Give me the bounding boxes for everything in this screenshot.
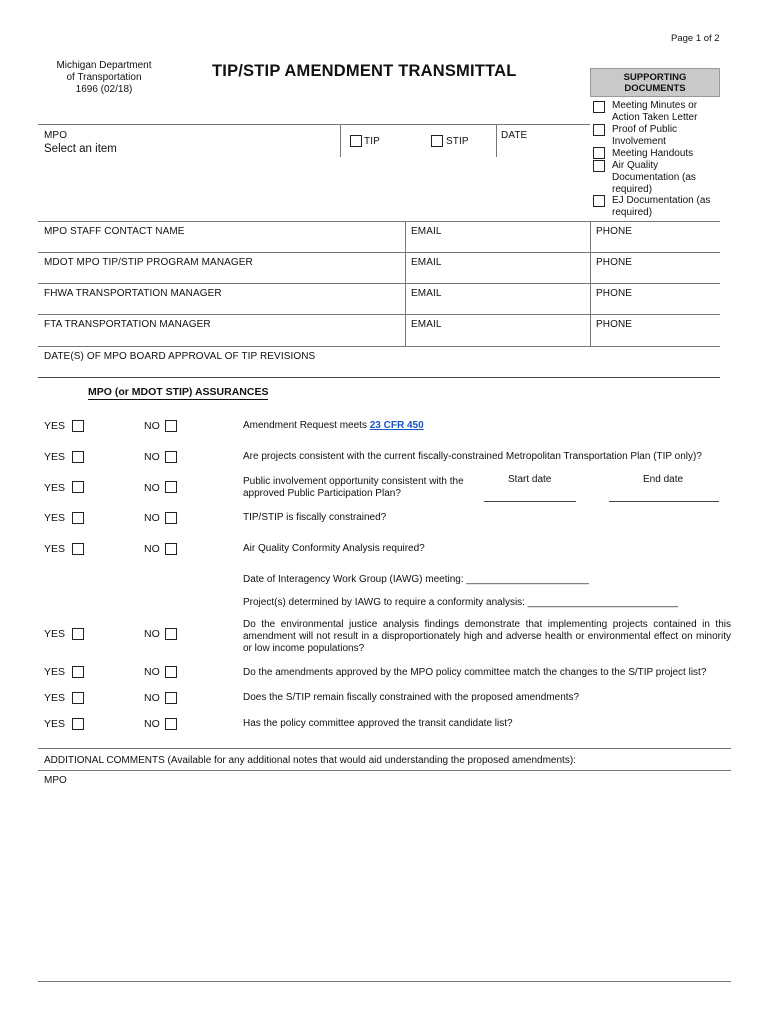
checkbox-yes-q4[interactable] [72, 512, 84, 524]
start-date-field[interactable] [484, 501, 576, 502]
divider-contact-row3 [38, 314, 720, 315]
question-stip-fiscal: Does the S/TIP remain fiscally constrained with the proposed amendments? [243, 692, 580, 703]
no-label-q2: NO [144, 451, 160, 463]
checkbox-no-q2[interactable] [165, 451, 177, 463]
checkbox-no-q5[interactable] [165, 543, 177, 555]
supporting-documents-panel [590, 68, 720, 97]
end-date-label: End date [643, 474, 684, 485]
checkbox-yes-q2[interactable] [72, 451, 84, 463]
checkbox-no-q6[interactable] [165, 628, 177, 640]
date-label: DATE [501, 130, 528, 141]
checkbox-yes-q6[interactable] [72, 628, 84, 640]
contact-fta-email: EMAIL [411, 319, 442, 330]
label-air-quality: Air Quality Documentation (as required) [612, 160, 696, 195]
checkbox-stip[interactable] [431, 135, 443, 147]
contact-mdot-manager-phone: PHONE [596, 257, 633, 268]
divider-contact-row1 [38, 252, 720, 253]
divider-vertical-date [496, 124, 497, 157]
agency-block [40, 60, 168, 96]
divider-vertical-tip [340, 124, 341, 157]
contact-fhwa-name: FHWA TRANSPORTATION MANAGER [44, 288, 222, 299]
yes-label-q7: YES [44, 666, 66, 678]
checkbox-yes-q5[interactable] [72, 543, 84, 555]
form-number: 1696 (02/18) [75, 84, 133, 95]
label-proof-public-involvement: Proof of Public Involvement [612, 124, 678, 147]
contact-mpo-staff-phone: PHONE [596, 226, 633, 237]
label-ej-documentation: EJ Documentation (as required) [612, 195, 711, 218]
checkbox-no-q7[interactable] [165, 666, 177, 678]
checkbox-no-q4[interactable] [165, 512, 177, 524]
yes-label-q4: YES [44, 512, 66, 524]
contact-mdot-manager-email: EMAIL [411, 257, 442, 268]
comments-mpo-label: MPO [44, 775, 67, 786]
contact-mdot-manager-name: MDOT MPO TIP/STIP PROGRAM MANAGER [44, 257, 253, 268]
contact-fta-phone: PHONE [596, 319, 633, 330]
no-label-q7: NO [144, 666, 160, 678]
checkbox-yes-q9[interactable] [72, 718, 84, 730]
checkbox-proof-public-involvement[interactable] [593, 124, 605, 136]
question-public-involvement: Public involvement opportunity consistent with the approved Public Participation Plan? [243, 476, 464, 499]
divider-contacts-top [38, 221, 720, 222]
label-meeting-minutes: Meeting Minutes or Action Taken Letter [612, 100, 698, 123]
stip-label: STIP [446, 136, 469, 147]
checkbox-ej-documentation[interactable] [593, 195, 605, 207]
divider-contact-row4 [38, 346, 720, 347]
start-date-label: Start date [508, 474, 552, 485]
yes-label-q1: YES [44, 420, 66, 432]
tip-label: TIP [364, 136, 380, 147]
checkbox-meeting-minutes[interactable] [593, 101, 605, 113]
supporting-documents-header [590, 68, 720, 97]
question-fiscally-constrained: TIP/STIP is fiscally constrained? [243, 512, 387, 523]
checkbox-yes-q3[interactable] [72, 481, 84, 493]
contact-fhwa-phone: PHONE [596, 288, 633, 299]
checkbox-no-q1[interactable] [165, 420, 177, 432]
question-transit-candidate: Has the policy committee approved the transit candidate list? [243, 718, 513, 729]
no-label-q9: NO [144, 718, 160, 730]
no-label-q8: NO [144, 692, 160, 704]
no-label-q5: NO [144, 543, 160, 555]
board-approval-label: DATE(S) OF MPO BOARD APPROVAL OF TIP REVISIONS [44, 351, 316, 362]
checkbox-no-q9[interactable] [165, 718, 177, 730]
divider-contact-row2 [38, 283, 720, 284]
cfr-450-link[interactable]: 23 CFR 450 [369, 420, 424, 431]
checkbox-yes-q8[interactable] [72, 692, 84, 704]
yes-label-q2: YES [44, 451, 66, 463]
contact-mpo-staff-name: MPO STAFF CONTACT NAME [44, 226, 185, 237]
no-label-q1: NO [144, 420, 160, 432]
divider-comments-mid [38, 770, 731, 771]
contact-mpo-staff-email: EMAIL [411, 226, 442, 237]
question-policy-committee-match: Do the amendments approved by the MPO policy committee match the changes to the S/TIP project list? [243, 667, 707, 678]
yes-label-q5: YES [44, 543, 66, 555]
checkbox-no-q8[interactable] [165, 692, 177, 704]
additional-comments-label: ADDITIONAL COMMENTS (Available for any additional notes that would aid understanding the proposed amendments): [44, 755, 576, 766]
checkbox-yes-q1[interactable] [72, 420, 84, 432]
divider-comments-top [38, 748, 731, 749]
contact-fta-name: FTA TRANSPORTATION MANAGER [44, 319, 211, 330]
checkbox-yes-q7[interactable] [72, 666, 84, 678]
label-meeting-handouts: Meeting Handouts [612, 148, 694, 159]
yes-label-q8: YES [44, 692, 66, 704]
mpo-select[interactable]: Select an item [44, 143, 117, 155]
end-date-field[interactable] [609, 501, 719, 502]
question-mtp-consistency: Are projects consistent with the current fiscally-constrained Metropolitan Transportation Plan (TIP only)? [243, 451, 702, 462]
supporting-heading-line1: SUPPORTING [623, 72, 687, 83]
no-label-q6: NO [144, 628, 160, 640]
yes-label-q9: YES [44, 718, 66, 730]
comments-textarea[interactable] [38, 790, 731, 975]
divider-assurances [38, 377, 720, 378]
supporting-heading-line2: DOCUMENTS [624, 83, 686, 94]
mpo-label: MPO [44, 130, 68, 141]
divider-top [38, 124, 590, 125]
no-label-q4: NO [144, 512, 160, 524]
iawg-meeting-date-field[interactable]: Date of Interagency Work Group (IAWG) meeting: ______________________ [243, 574, 589, 585]
contact-fhwa-email: EMAIL [411, 288, 442, 299]
agency-name-line1: Michigan Department [56, 60, 152, 71]
checkbox-meeting-handouts[interactable] [593, 147, 605, 159]
iawg-projects-field[interactable]: Project(s) determined by IAWG to require a conformity analysis: ___________________________ [243, 597, 678, 608]
question-cfr-450: Amendment Request meets 23 CFR 450 [243, 420, 424, 431]
yes-label-q6: YES [44, 628, 66, 640]
assurances-heading: MPO (or MDOT STIP) ASSURANCES [88, 386, 269, 398]
no-label-q3: NO [144, 482, 160, 494]
question-air-quality: Air Quality Conformity Analysis required? [243, 543, 425, 554]
yes-label-q3: YES [44, 482, 66, 494]
checkbox-no-q3[interactable] [165, 481, 177, 493]
checkbox-tip[interactable] [350, 135, 362, 147]
page-number: Page 1 of 2 [671, 33, 720, 44]
question-environmental-justice: Do the environmental justice analysis findings demonstrate that implementing projects contained in this amendment will not result in a disproportionately high and adverse health or environmental effect on minority or low income populations? [243, 619, 731, 654]
divider-bottom [38, 981, 731, 982]
form-title: TIP/STIP AMENDMENT TRANSMITTAL [212, 62, 517, 80]
agency-name-line2: of Transportation [66, 72, 142, 83]
checkbox-air-quality[interactable] [593, 160, 605, 172]
